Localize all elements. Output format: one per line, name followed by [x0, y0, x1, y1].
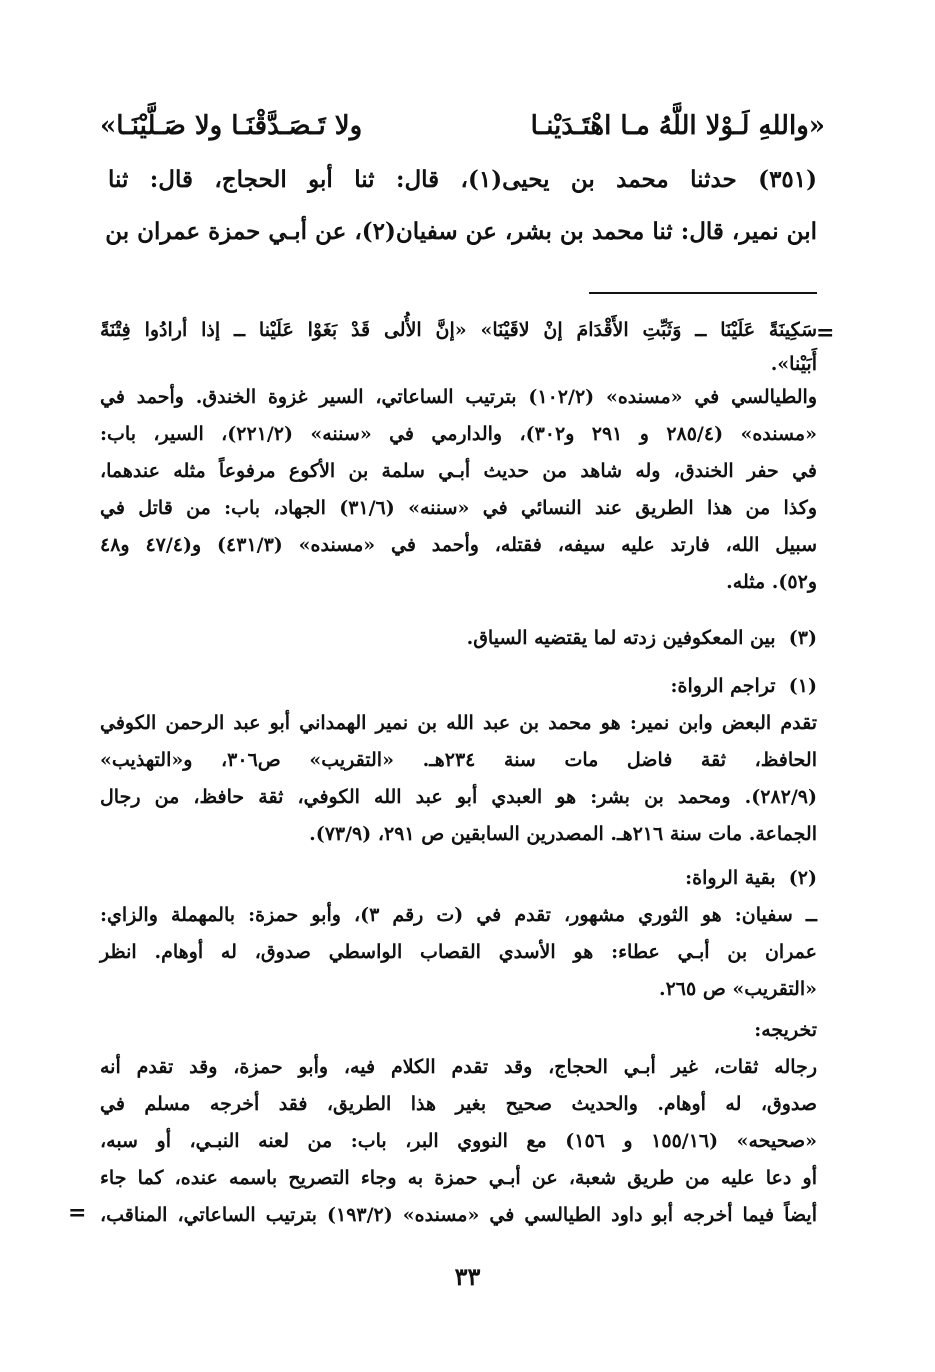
footnote-line: سبيل الله، فارتد عليه سيفه، فقتله، وأحمد في «مسنده» (٤٣١/٣) و(٤٧/٤ و٤٨ — [100, 534, 817, 556]
takhrij-heading: تخريجه: — [754, 1019, 817, 1041]
takhrij-line: صدوق، له أوهام. والحديث صحيح بغير هذا الطريق، فقد أخرجه مسلم في — [100, 1093, 817, 1115]
footnote-heading: تراجم الرواة: — [670, 675, 776, 697]
footnote-line: «التقريب» ص ٢٦٥. — [658, 978, 817, 1000]
takhrij-line: «صحيحه» (١٥٥/١٦ و ١٥٦) مع النووي البر، باب: من لعنه النبـي، أو سبه، — [100, 1130, 818, 1152]
continuation-marker: = — [816, 320, 835, 346]
continuation-marker: = — [68, 1200, 87, 1226]
footnote-heading: بقية الرواة: — [685, 867, 776, 889]
takhrij-line: رجاله ثقات، غير أبـي الحجاج، وقد تقدم الكلام فيه، وأبو حمزة، وقد تقدم أنه — [100, 1056, 817, 1078]
footnote-number: (١) — [788, 675, 817, 697]
footnote-2-heading-line — [100, 860, 817, 897]
verse-left-hemistich: ولا تَـصَـدَّقْنَـا ولا صَـلَّيْنَـا» — [100, 111, 363, 141]
takhrij-line: أو دعا عليه من طريق شعبة، عن أبـي حمزة به وجاء التصريح باسمه عنده، كما جاء — [100, 1167, 817, 1189]
footnote-number: (٣) — [788, 627, 817, 649]
footnote-line: و٥٢). مثله. — [726, 571, 817, 593]
footnote-line: والطيالسي في «مسنده» (١٠٢/٢) بترتيب الساعاتي، السير غزوة الخندق. وأحمد في — [100, 386, 818, 408]
footnote-1-heading-line — [100, 668, 817, 705]
footnote-line: الحافظ، ثقة فاضل مات سنة ٢٣٤هـ. «التقريب» ص٣٠٦، و«التهذيب» — [100, 749, 817, 771]
footnote-line: وكذا من هذا الطريق عند النسائي في «سننه» (٣١/٦) الجهاد، باب: من قاتل في — [100, 497, 818, 519]
main-text-line: ابن نمير، قال: ثنا محمد بن بشر، عن سفيان(٢)، عن أبـي حمزة عمران بن — [105, 218, 817, 245]
takhrij-section — [100, 1012, 817, 1234]
footnote-2 — [100, 860, 817, 1008]
footnote-line: «مسنده» (٢٨٥/٤ و ٢٩١ و٣٠٢)، والدارمي في «سننه» (٢٢١/٢)، السير، باب: — [100, 423, 817, 445]
footnote-line: عمران بن أبـي عطاء: هو الأسدي القصاب الواسطي صدوق، له أوهام. انظر — [100, 941, 817, 963]
footnote-line: تقدم البعض وابن نمير: هو محمد بن عبد الله بن نمير الهمداني أبو عبد الرحمن الكوفي — [100, 712, 817, 734]
footnote-text: بين المعكوفين زدته لما يقتضيه السياق. — [466, 627, 776, 649]
takhrij-line: أيضاً فيما أخرجه أبو داود الطيالسي في «مسنده» (١٩٣/٢) بترتيب الساعاتي، المناقب، — [100, 1204, 817, 1226]
verse-right-hemistich: «واللهِ لَـوْلا اللَّهُ مـا اهْتَـدَيْنـا — [530, 111, 825, 141]
footnote-line: في حفر الخندق، وله شاهد من حديث أبـي سلمة بن الأكوع مرفوعاً مثله عندهما، — [100, 460, 817, 482]
footnote-continuation — [100, 312, 817, 601]
footnote-3-line — [100, 620, 817, 657]
footnote-number: (٢) — [788, 867, 817, 889]
main-text-line: (٣٥١) حدثنا محمد بن يحيى(١)، قال: ثنا أبو الحجاج، قال: ثنا — [108, 166, 818, 193]
footnote-line: أَبَيْنا». — [770, 353, 817, 375]
footnote-separator — [589, 292, 817, 294]
verse-line — [100, 102, 825, 150]
footnote-line: سَكِينَةً عَلَيْنَا ــ وَثَبِّتِ الأَقْدَامَ إنْ لاقَيْنَا» «إنَّ الأُلى قَدْ بَغَوْا عَلَيْنا ــ إذا أرادُوا فِتْنَةً — [100, 319, 817, 341]
footnote-line: (٢٨٢/٩). ومحمد بن بشر: هو العبدي أبو عبد الله الكوفي، ثقة حافظ، من رجال — [100, 786, 817, 808]
footnote-3 — [100, 620, 817, 657]
footnote-1 — [100, 668, 817, 853]
page-number: ٣٣ — [454, 1262, 481, 1291]
footnote-line: الجماعة. مات سنة ٢١٦هـ. المصدرين السابقين ص ٢٩١، (٧٣/٩). — [309, 823, 817, 845]
footnote-line: ــ سفيان: هو الثوري مشهور، تقدم في (ت رقم ٣)، وأبو حمزة: بالمهملة والزاي: — [100, 904, 818, 926]
